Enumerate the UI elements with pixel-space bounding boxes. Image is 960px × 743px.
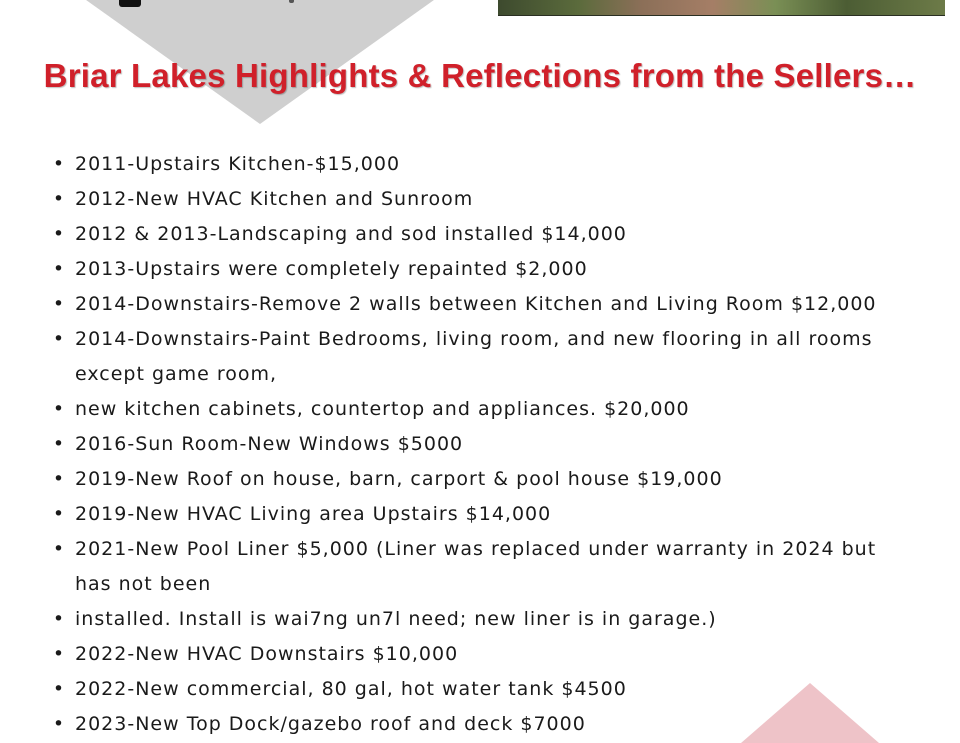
list-item [52, 217, 932, 252]
list-item-text: 2019-New HVAC Living area Upstairs $14,000 [75, 503, 552, 525]
list-item-continuation [52, 567, 932, 602]
list-item-text: 2022-New HVAC Downstairs $10,000 [75, 643, 459, 665]
bullet-icon: • [52, 328, 66, 350]
list-item [52, 532, 932, 567]
list-item-text: 2023-New Top Dock/gazebo roof and deck $7000 [75, 713, 586, 735]
list-item [52, 462, 932, 497]
list-item-text: 2012-New HVAC Kitchen and Sunroom [75, 188, 474, 210]
list-item-text: 2012 & 2013-Landscaping and sod installed $14,000 [75, 223, 627, 245]
list-item [52, 287, 932, 322]
list-item-text: 2019-New Roof on house, barn, carport & pool house $19,000 [75, 468, 723, 490]
list-item-continuation [52, 357, 932, 392]
bullet-icon: • [52, 433, 66, 455]
list-item-text: except game room, [75, 363, 278, 385]
list-item-text: 2014-Downstairs-Remove 2 walls between Kitchen and Living Room $12,000 [75, 293, 877, 315]
bullet-icon: • [52, 538, 66, 560]
list-item-text: new kitchen cabinets, countertop and appliances. $20,000 [75, 398, 690, 420]
logo-icon [119, 0, 141, 7]
list-item [52, 147, 932, 182]
list-item-text: 2013-Upstairs were completely repainted $2,000 [75, 258, 588, 280]
list-item [52, 427, 932, 462]
bullet-icon: • [52, 468, 66, 490]
list-item-text: 2014-Downstairs-Paint Bedrooms, living room, and new flooring in all rooms [75, 328, 873, 350]
list-item [52, 637, 932, 672]
list-item [52, 602, 932, 637]
bullet-icon: • [52, 188, 66, 210]
bullet-icon: • [52, 153, 66, 175]
list-item-text: 2022-New commercial, 80 gal, hot water tank $4500 [75, 678, 627, 700]
logo-mark-icon [289, 0, 294, 3]
list-item [52, 497, 932, 532]
list-item [52, 322, 932, 357]
bullet-icon: • [52, 223, 66, 245]
bullet-icon: • [52, 398, 66, 420]
list-item-text: 2011-Upstairs Kitchen-$15,000 [75, 153, 401, 175]
list-item-text: 2016-Sun Room-New Windows $5000 [75, 433, 464, 455]
bullet-icon: • [52, 713, 66, 735]
list-item-text: installed. Install is wai7ng un7l need; new liner is in garage.) [75, 608, 717, 630]
bullet-icon: • [52, 258, 66, 280]
highlights-list [52, 147, 932, 742]
bullet-icon: • [52, 678, 66, 700]
list-item-text: 2021-New Pool Liner $5,000 (Liner was replaced under warranty in 2024 but [75, 538, 877, 560]
page-title: Briar Lakes Highlights & Reflections from the Sellers… [43, 57, 917, 94]
list-item [52, 392, 932, 427]
property-photo [498, 0, 945, 16]
bullet-icon: • [52, 293, 66, 315]
list-item [52, 252, 932, 287]
list-item [52, 182, 932, 217]
bullet-icon: • [52, 643, 66, 665]
bullet-icon: • [52, 503, 66, 525]
bullet-icon: • [52, 608, 66, 630]
decorative-triangle-bottom [741, 683, 879, 743]
list-item-text: has not been [75, 573, 212, 595]
